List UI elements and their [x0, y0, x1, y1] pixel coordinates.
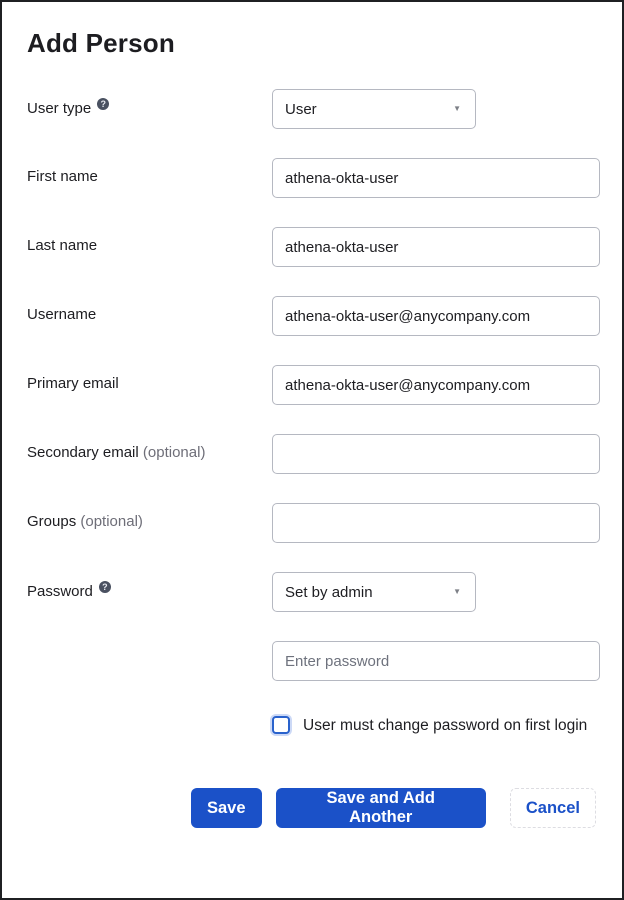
field-row-primary-email — [27, 365, 596, 405]
chevron-down-icon: ▼ — [453, 104, 461, 113]
groups-input[interactable] — [272, 503, 600, 543]
save-and-add-another-button[interactable]: Save and Add Another — [276, 788, 486, 828]
field-row-first-name — [27, 158, 596, 198]
password-mode-select-value: Set by admin — [285, 583, 373, 601]
field-row-password — [27, 572, 596, 612]
page-title: Add Person — [27, 28, 175, 58]
field-label-first-name: First name — [27, 168, 98, 185]
field-label-user-type: User type ? — [27, 89, 272, 119]
field-label-username: Username — [27, 306, 97, 323]
password-mode-select[interactable] — [272, 572, 476, 612]
change-password-row — [272, 712, 596, 739]
field-row-last-name — [27, 227, 596, 267]
save-button[interactable]: Save — [191, 788, 262, 828]
field-label-primary-email: Primary email — [27, 375, 119, 392]
change-password-checkbox-label: User must change password on first login — [303, 717, 588, 734]
help-icon[interactable]: ? — [99, 581, 111, 593]
secondary-email-input[interactable] — [272, 434, 600, 474]
field-row-groups — [27, 503, 596, 543]
field-label-last-name: Last name — [27, 237, 98, 254]
user-type-select-value: User — [285, 100, 317, 118]
field-row-username — [27, 296, 596, 336]
form-content — [2, 2, 622, 828]
form-actions — [191, 788, 596, 828]
field-row-user-type — [27, 89, 596, 129]
primary-email-input[interactable] — [272, 365, 600, 405]
optional-label: (optional) — [80, 513, 143, 530]
username-input[interactable] — [272, 296, 600, 336]
cancel-button[interactable]: Cancel — [510, 788, 596, 828]
chevron-down-icon: ▼ — [453, 587, 461, 596]
help-icon[interactable]: ? — [97, 98, 109, 110]
last-name-input[interactable] — [272, 227, 600, 267]
field-row-secondary-email — [27, 434, 596, 474]
first-name-input[interactable] — [272, 158, 600, 198]
user-type-select[interactable] — [272, 89, 476, 129]
optional-label: (optional) — [142, 444, 206, 461]
field-label-groups: Groups (optional) — [27, 513, 143, 530]
field-label-secondary-email: Secondary email (optional) — [27, 444, 206, 461]
password-input-row — [272, 641, 596, 681]
field-label-password: Password ? — [27, 572, 272, 602]
password-input[interactable] — [272, 641, 600, 681]
change-password-checkbox[interactable] — [272, 716, 290, 734]
